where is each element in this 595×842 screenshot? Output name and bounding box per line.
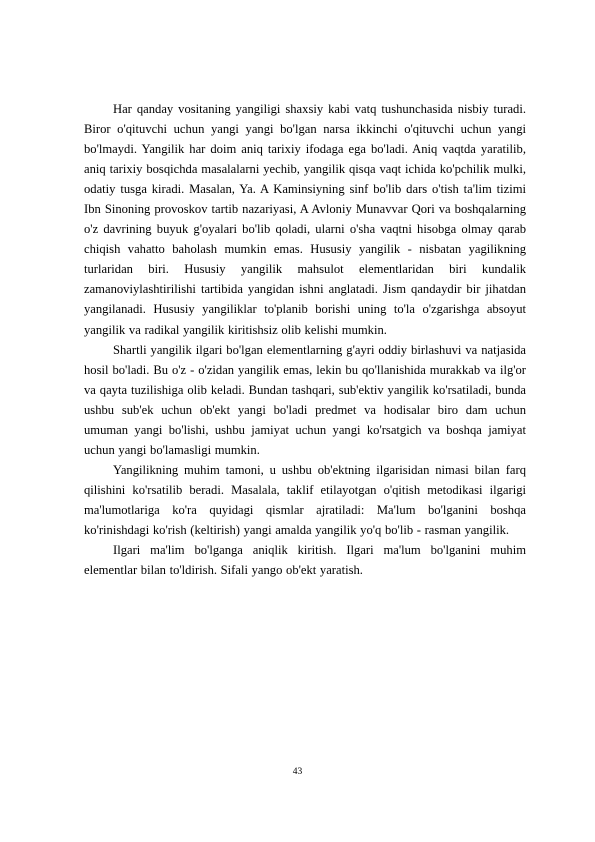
paragraph-clarification: Ilgari ma'lim bo'lganga aniqlik kiritish. Ilgari ma'lum bo'lganini muhim elementlar bilan to'ldirish. Sifali yango ob'ekt yaratish. xyxy=(84,543,526,578)
paragraph-novelty-difference: Yangilikning muhim tamoni, u ushbu ob'ektning ilgarisidan nimasi bilan farq qilishini ko'rsatilib beradi. Masalala, taklif etilayotgan o'qitish metodikasi ilgarigi ma'lumotlariga ko'ra quyidagi qismlar ajratiladi: Ma'lum bo'lganini boshqa ko'rinishdagi ko'rish (keltirish) yangi amalda yangilik yo'q bo'lib - rasman yangilik. xyxy=(84,462,526,537)
paragraph-conditional-novelty: Shartli yangilik ilgari bo'lgan elementlarning g'ayri oddiy birlashuvi va natjasida hosil bo'ladi. Bu o'z - o'zidan yangilik emas, lekin bu qo'llanishida murakkab va ilg'or va qayta tuzilishiga olib keladi. Bundan tashqari, sub'ektiv yangilik ko'rsatiladi, bunda ushbu sub'ek uchun ob'ekt yangi bo'ladi predmet va hodisalar biro dam uchun umuman yangi bo'lishi, ushbu jamiyat uchun yangi ko'rsatgich va boshqa jamiyat uchun yangi bo'lamasligi mumkin. xyxy=(84,342,526,457)
document-body xyxy=(84,99,526,580)
paragraph-novelty-relativity: Har qanday vositaning yangiligi shaxsiy kabi vatq tushunchasida nisbiy turadi. Biror o'qituvchi uchun yangi yangi bo'lgan narsa ikkinchi o'qituvchi uchun yangi bo'lmaydi. Yangilik har doim aniq tarixiy ifodaga ega bo'ladi. Aniq vaqtda yaratilib, aniq tarixiy bosqichda masalalarni yechib, yangilik qisqa vaqt ichida ko'pchilik mulki, odatiy tusga kiradi. Masalan, Ya. A Kaminsiyning sinf bo'lib dars o'tish ta'lim tizimi Ibn Sinoning provoskov tartib nazariyasi, A Avloniy Munavvar Qori va boshqalarning o'z davrining buyuk g'oyalari bo'lib qoladi, ularni o'sha vaqtni hisobga olmay qarab chiqish vahatto baholash mumkin emas. Hususiy yangilik - nisbatan yagilikning turlaridan biri. Hususiy yangilik mahsulot elementlaridan biri kundalik zamanoviylashtirilishi tartibida yangidan ishni anglatadi. Jism qandaydir bir jihatdan yangilanadi. Hususiy yangiliklar to'planib borishi uning to'la o'zgarishga absoyut yangilik va radikal yangilik kiritishsiz olib kelishi mumkin. xyxy=(84,102,526,337)
page-number: 43 xyxy=(292,767,303,777)
